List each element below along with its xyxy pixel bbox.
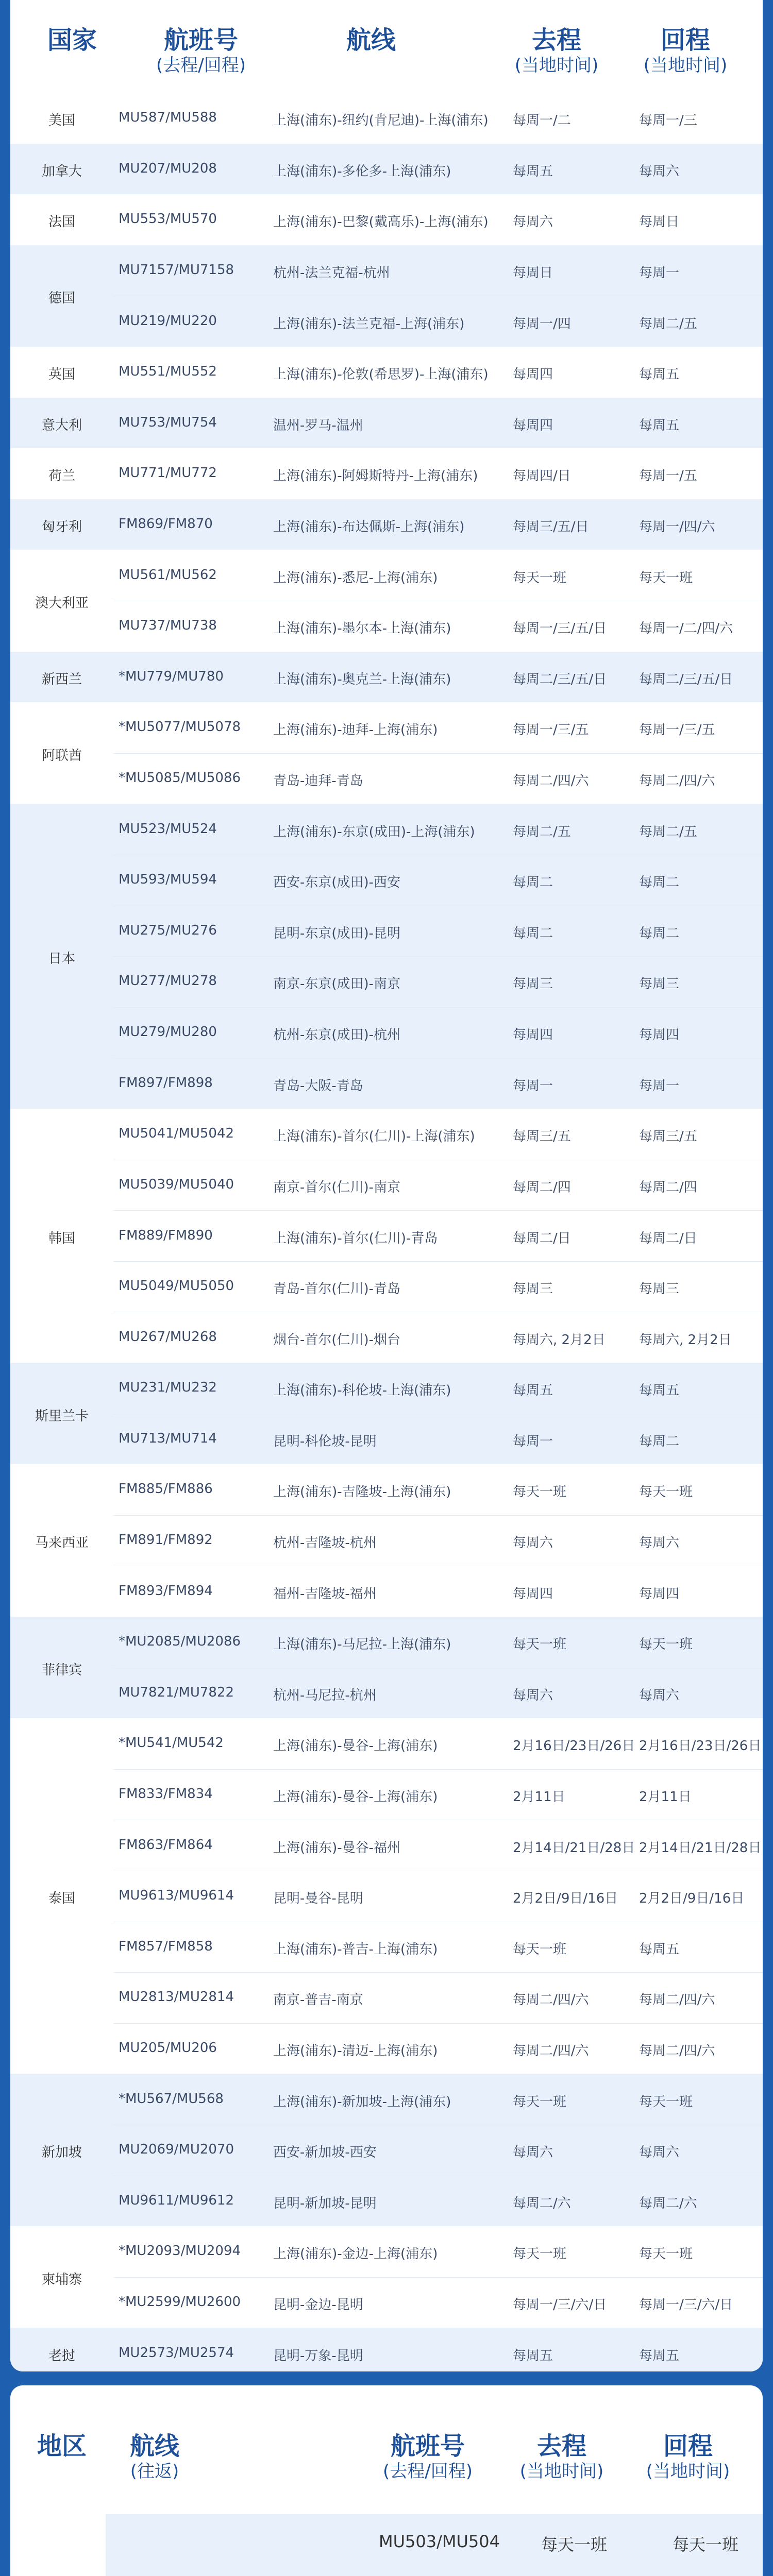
row-divider xyxy=(113,1210,763,1211)
flight-number: MU275/MU276 xyxy=(119,922,217,938)
flight-number: MU2069/MU2070 xyxy=(119,2142,234,2158)
return-schedule: 每天一班 xyxy=(639,2094,693,2110)
country-name: 加拿大 xyxy=(41,163,82,179)
country-group xyxy=(10,702,763,804)
route: 西安-新加坡-西安 xyxy=(273,2145,377,2161)
route: 杭州-马尼拉-杭州 xyxy=(273,1687,377,1703)
country-group xyxy=(10,93,763,144)
route: 昆明-曼谷-昆明 xyxy=(273,1891,363,1907)
route: 上海(浦东)-阿姆斯特丹-上海(浦东) xyxy=(273,468,478,484)
country-group xyxy=(10,804,763,1109)
outbound-schedule: 每天一班 xyxy=(513,570,567,586)
route: 上海(浦东)-多伦多-上海(浦东) xyxy=(273,163,451,179)
country-name: 澳大利亚 xyxy=(35,595,89,611)
return-schedule: 每周二/四 xyxy=(639,1179,697,1195)
country-group xyxy=(10,398,763,449)
outbound-schedule: 每周二/四 xyxy=(513,1179,571,1195)
route: 杭州-吉隆坡-杭州 xyxy=(273,1535,377,1551)
regional-flight-table xyxy=(10,2385,763,2576)
country-name: 菲律宾 xyxy=(41,1662,82,1678)
region-group xyxy=(10,2514,763,2576)
return-schedule: 每周日 xyxy=(639,214,680,230)
return-schedule: 每周一/三/五 xyxy=(639,722,715,738)
return-schedule: 每周一/四/六 xyxy=(639,519,715,535)
return-schedule: 每周四 xyxy=(639,1027,680,1043)
flight-number: FM863/FM864 xyxy=(119,1837,213,1853)
route: 上海(浦东)-布达佩斯-上海(浦东) xyxy=(273,519,465,535)
outbound-schedule: 每天一班 xyxy=(513,1484,567,1500)
outbound-schedule: 2月2日/9日/16日 xyxy=(513,1891,618,1907)
outbound-schedule: 每周三 xyxy=(513,976,553,992)
country-group xyxy=(10,245,763,347)
flight-number: MU523/MU524 xyxy=(119,821,217,837)
return-schedule: 每周五 xyxy=(639,367,680,383)
flight-number: MU7821/MU7822 xyxy=(119,1684,234,1700)
flight-number: MU561/MU562 xyxy=(119,567,217,583)
country-group xyxy=(10,2074,763,2226)
flight-number: FM833/FM834 xyxy=(119,1786,213,1802)
flight-number: MU2573/MU2574 xyxy=(119,2345,234,2361)
flight-number: MU9613/MU9614 xyxy=(119,1888,234,1904)
country-name: 匈牙利 xyxy=(41,519,82,535)
return-schedule: 每周三/五 xyxy=(639,1129,697,1145)
return-schedule: 每周二/四/六 xyxy=(639,2043,715,2059)
route: 上海(浦东)-悉尼-上海(浦东) xyxy=(273,570,438,586)
row-divider xyxy=(113,1261,763,1262)
return-schedule: 每周一 xyxy=(639,1078,680,1094)
row-divider xyxy=(113,2277,763,2278)
header-back: 回程 (当地时间) xyxy=(643,26,728,76)
flight-number: MU205/MU206 xyxy=(119,2040,217,2056)
country-name: 老挝 xyxy=(48,2348,75,2364)
return-schedule: 每周三 xyxy=(639,1281,680,1297)
country-group xyxy=(10,1617,763,1718)
route: 上海(浦东)-马尼拉-上海(浦东) xyxy=(273,1637,451,1653)
route: 上海(浦东)-首尔(仁川)-上海(浦东) xyxy=(273,1129,475,1145)
flight-number: MU587/MU588 xyxy=(119,110,217,126)
flight-number: FM893/FM894 xyxy=(119,1583,213,1599)
flight-number: MU713/MU714 xyxy=(119,1430,217,1446)
route: 上海(浦东)-金边-上海(浦东) xyxy=(273,2246,438,2262)
return-schedule: 每周二/五 xyxy=(639,316,697,332)
route: 上海(浦东)-新加坡-上海(浦东) xyxy=(273,2094,451,2110)
return-schedule: 每周一/二/四/六 xyxy=(639,621,733,637)
flight-number: MU771/MU772 xyxy=(119,465,217,481)
route: 西安-东京(成田)-西安 xyxy=(273,875,401,891)
flight-number: MU551/MU552 xyxy=(119,364,217,380)
outbound-schedule: 每周日 xyxy=(513,265,553,281)
return-schedule: 每周二/五 xyxy=(639,824,697,840)
country-group xyxy=(10,2328,763,2371)
route: 杭州-东京(成田)-杭州 xyxy=(273,1027,401,1043)
outbound-schedule: 每天一班 xyxy=(513,1637,567,1653)
country-name: 韩国 xyxy=(48,1230,75,1246)
return-schedule: 每周一 xyxy=(639,265,680,281)
flight-number: MU5041/MU5042 xyxy=(119,1126,234,1142)
outbound-schedule: 每周一/二 xyxy=(513,113,571,129)
route: 上海(浦东)-纽约(肯尼迪)-上海(浦东) xyxy=(273,113,489,129)
route: 南京-普吉-南京 xyxy=(273,1992,363,2008)
flight-number: MU9611/MU9612 xyxy=(119,2192,234,2208)
route-block xyxy=(106,2514,763,2576)
flight-number: *MU5085/MU5086 xyxy=(119,770,241,786)
country-name: 日本 xyxy=(48,951,75,967)
country-name: 意大利 xyxy=(41,417,82,433)
outbound-schedule: 每周六 xyxy=(513,1687,553,1703)
header-region: 地区 xyxy=(37,2432,87,2461)
return-schedule: 2月16日/23日/26日 xyxy=(639,1738,762,1754)
row-divider xyxy=(113,1972,763,1973)
country-name: 泰国 xyxy=(48,1891,75,1907)
route: 青岛-首尔(仁川)-青岛 xyxy=(273,1281,401,1297)
header-flight2: 航班号 (去程/回程) xyxy=(383,2432,473,2482)
country-group xyxy=(10,1718,763,2074)
return-schedule: 每周二/三/五/日 xyxy=(639,671,733,687)
row-divider xyxy=(113,956,763,957)
route: 上海(浦东)-法兰克福-上海(浦东) xyxy=(273,316,465,332)
outbound-schedule: 每周六 xyxy=(513,2145,553,2161)
route: 昆明-科伦坡-昆明 xyxy=(273,1433,377,1449)
return-schedule: 每天一班 xyxy=(639,1484,693,1500)
return-schedule: 每天一班 xyxy=(673,2535,739,2554)
country-group xyxy=(10,550,763,651)
header-route2: 航线 (往返) xyxy=(129,2432,179,2482)
flight-number: MU2813/MU2814 xyxy=(119,1989,234,2005)
outbound-schedule: 每天一班 xyxy=(513,1941,567,1957)
flight-number: MU5039/MU5040 xyxy=(119,1176,234,1192)
outbound-schedule: 每天一班 xyxy=(513,2094,567,2110)
outbound-schedule: 每周二 xyxy=(513,875,553,891)
outbound-schedule: 每周四/日 xyxy=(513,468,571,484)
flight-number: *MU5077/MU5078 xyxy=(119,719,241,735)
country-name: 德国 xyxy=(48,291,75,307)
return-schedule: 每周六, 2月2日 xyxy=(639,1332,732,1348)
route: 温州-罗马-温州 xyxy=(273,417,363,433)
outbound-schedule: 每周一 xyxy=(513,1433,553,1449)
return-schedule: 每周五 xyxy=(639,417,680,433)
outbound-schedule: 每周一/三/五/日 xyxy=(513,621,607,637)
outbound-schedule: 每周五 xyxy=(513,1383,553,1399)
flight-number: *MU567/MU568 xyxy=(119,2091,224,2107)
outbound-schedule: 每周二/三/五/日 xyxy=(513,671,607,687)
route: 昆明-新加坡-昆明 xyxy=(273,2195,377,2211)
flight-number: *MU2093/MU2094 xyxy=(119,2243,241,2259)
route: 上海(浦东)-曼谷-福州 xyxy=(273,1840,401,1856)
route: 上海(浦东)-墨尔本-上海(浦东) xyxy=(273,621,451,637)
outbound-schedule: 每天一班 xyxy=(513,2246,567,2262)
outbound-schedule: 每周二/六 xyxy=(513,2195,571,2211)
country-group xyxy=(10,1109,763,1363)
return-schedule: 每周二 xyxy=(639,875,680,891)
flight-number: MU553/MU570 xyxy=(119,211,217,227)
country-name: 马来西亚 xyxy=(35,1535,89,1551)
country-group xyxy=(10,652,763,703)
route: 上海(浦东)-曼谷-上海(浦东) xyxy=(273,1738,438,1754)
outbound-schedule: 每周六, 2月2日 xyxy=(513,1332,606,1348)
outbound-schedule: 每周四 xyxy=(513,1027,553,1043)
route: 南京-东京(成田)-南京 xyxy=(273,976,401,992)
return-schedule: 2月14日/21日/28日 xyxy=(639,1840,762,1856)
flight-number: MU277/MU278 xyxy=(119,973,217,989)
country-group xyxy=(10,194,763,245)
route: 昆明-万象-昆明 xyxy=(273,2348,363,2364)
return-schedule: 每周六 xyxy=(639,163,680,179)
header-route: 航线 xyxy=(346,26,396,55)
flight-number: FM885/FM886 xyxy=(119,1481,213,1497)
international-flight-table xyxy=(10,0,763,2371)
country-name: 英国 xyxy=(48,367,75,383)
flight-number: *MU541/MU542 xyxy=(119,1735,224,1751)
return-schedule: 每周五 xyxy=(639,1383,680,1399)
return-schedule: 2月11日 xyxy=(639,1789,692,1805)
outbound-schedule: 每周二/四/六 xyxy=(513,2043,589,2059)
route: 上海(浦东)-科伦坡-上海(浦东) xyxy=(273,1383,451,1399)
outbound-schedule: 每周二 xyxy=(513,925,553,941)
flight-number: MU737/MU738 xyxy=(119,618,217,634)
return-schedule: 每周二/六 xyxy=(639,2195,697,2211)
flight-number: FM857/FM858 xyxy=(119,1938,213,1954)
flight-number: MU219/MU220 xyxy=(119,313,217,329)
route: 青岛-大阪-青岛 xyxy=(273,1078,363,1094)
return-schedule: 每天一班 xyxy=(639,1637,693,1653)
row-divider xyxy=(113,1769,763,1770)
outbound-schedule: 每周二/五 xyxy=(513,824,571,840)
return-schedule: 每天一班 xyxy=(639,2246,693,2262)
outbound-schedule: 每周三/五 xyxy=(513,1129,571,1145)
row-divider xyxy=(113,753,763,754)
route: 上海(浦东)-东京(成田)-上海(浦东) xyxy=(273,824,475,840)
route: 上海(浦东)-吉隆坡-上海(浦东) xyxy=(273,1484,451,1500)
route: 杭州-法兰克福-杭州 xyxy=(273,265,390,281)
outbound-schedule: 每周二/四/六 xyxy=(513,1992,589,2008)
return-schedule: 每周一/五 xyxy=(639,468,697,484)
outbound-schedule: 每周四 xyxy=(513,417,553,433)
return-schedule: 每周二/日 xyxy=(639,1230,697,1246)
return-schedule: 每周一/三/六/日 xyxy=(639,2297,733,2313)
return-schedule: 每周六 xyxy=(639,1535,680,1551)
country-group xyxy=(10,347,763,398)
return-schedule: 每周五 xyxy=(639,2348,680,2364)
outbound-schedule: 每周一/三/六/日 xyxy=(513,2297,607,2313)
route: 上海(浦东)-巴黎(戴高乐)-上海(浦东) xyxy=(273,214,489,230)
route: 上海(浦东)-首尔(仁川)-青岛 xyxy=(273,1230,438,1246)
route: 南京-首尔(仁川)-南京 xyxy=(273,1179,401,1195)
return-schedule: 2月2日/9日/16日 xyxy=(639,1891,745,1907)
route: 上海(浦东)-普吉-上海(浦东) xyxy=(273,1941,438,1957)
flight-number: MU503/MU504 xyxy=(379,2532,500,2551)
outbound-schedule: 每周四 xyxy=(513,367,553,383)
outbound-schedule: 每周六 xyxy=(513,214,553,230)
route: 青岛-迪拜-青岛 xyxy=(273,773,363,789)
country-group xyxy=(10,1464,763,1617)
row-divider xyxy=(113,2023,763,2024)
row-divider xyxy=(113,1515,763,1516)
return-schedule: 每周六 xyxy=(639,1687,680,1703)
flight-number: MU279/MU280 xyxy=(119,1024,217,1040)
outbound-schedule: 每周三/五/日 xyxy=(513,519,589,535)
flight-number: FM889/FM890 xyxy=(119,1227,213,1243)
return-schedule: 每周四 xyxy=(639,1586,680,1602)
country-name: 新西兰 xyxy=(41,671,82,687)
return-schedule: 每周六 xyxy=(639,2145,680,2161)
flight-number: FM897/FM898 xyxy=(119,1075,213,1091)
header-country: 国家 xyxy=(47,26,97,55)
outbound-schedule: 每周五 xyxy=(513,163,553,179)
country-group xyxy=(10,499,763,550)
return-schedule: 每周二 xyxy=(639,925,680,941)
row-divider xyxy=(113,1007,763,1008)
flight-number: *MU2599/MU2600 xyxy=(119,2294,241,2310)
country-name: 斯里兰卡 xyxy=(35,1408,89,1424)
header-back2: 回程 (当地时间) xyxy=(646,2432,730,2482)
flight-number: MU231/MU232 xyxy=(119,1380,217,1396)
outbound-schedule: 每周一/三/五 xyxy=(513,722,589,738)
header-out: 去程 (当地时间) xyxy=(514,26,599,76)
country-group xyxy=(10,144,763,195)
outbound-schedule: 每周三 xyxy=(513,1281,553,1297)
flight-number: MU593/MU594 xyxy=(119,872,217,888)
flight-number: MU267/MU268 xyxy=(119,1329,217,1345)
route: 上海(浦东)-曼谷-上海(浦东) xyxy=(273,1789,438,1805)
return-schedule: 每天一班 xyxy=(639,570,693,586)
return-schedule: 每周一/三 xyxy=(639,113,697,129)
route: 昆明-东京(成田)-昆明 xyxy=(273,925,401,941)
route: 上海(浦东)-清迈-上海(浦东) xyxy=(273,2043,438,2059)
header-flight: 航班号 (去程/回程) xyxy=(156,26,246,76)
country-name: 法国 xyxy=(48,214,75,230)
country-group xyxy=(10,1363,763,1464)
country-name: 荷兰 xyxy=(48,468,75,484)
return-schedule: 每周二/四/六 xyxy=(639,773,715,789)
header-out2: 去程 (当地时间) xyxy=(519,2432,604,2482)
outbound-schedule: 每周五 xyxy=(513,2348,553,2364)
outbound-schedule: 每周一/四 xyxy=(513,316,571,332)
return-schedule: 每周五 xyxy=(639,1941,680,1957)
outbound-schedule: 2月16日/23日/26日 xyxy=(513,1738,635,1754)
country-name: 柬埔寨 xyxy=(41,2272,82,2287)
flight-number: MU5049/MU5050 xyxy=(119,1278,234,1294)
return-schedule: 每周三 xyxy=(639,976,680,992)
flight-number: *MU2085/MU2086 xyxy=(119,1634,241,1650)
outbound-schedule: 每天一班 xyxy=(541,2535,608,2554)
flight-number: FM891/FM892 xyxy=(119,1532,213,1548)
return-schedule: 每周二 xyxy=(639,1433,680,1449)
outbound-schedule: 每周二/日 xyxy=(513,1230,571,1246)
outbound-schedule: 每周二/四/六 xyxy=(513,773,589,789)
route: 上海(浦东)-迪拜-上海(浦东) xyxy=(273,722,438,738)
country-group xyxy=(10,2226,763,2328)
flight-number: *MU779/MU780 xyxy=(119,668,224,684)
outbound-schedule: 每周四 xyxy=(513,1586,553,1602)
outbound-schedule: 2月14日/21日/28日 xyxy=(513,1840,635,1856)
outbound-schedule: 每周六 xyxy=(513,1535,553,1551)
route: 上海(浦东)-伦敦(希思罗)-上海(浦东) xyxy=(273,367,489,383)
outbound-schedule: 2月11日 xyxy=(513,1789,565,1805)
route: 昆明-金边-昆明 xyxy=(273,2297,363,2313)
flight-number: MU7157/MU7158 xyxy=(119,262,234,278)
route: 福州-吉隆坡-福州 xyxy=(273,1586,377,1602)
country-name: 美国 xyxy=(48,113,75,129)
route: 上海(浦东)-奥克兰-上海(浦东) xyxy=(273,671,451,687)
flight-number: MU753/MU754 xyxy=(119,414,217,430)
outbound-schedule: 每周一 xyxy=(513,1078,553,1094)
country-name: 新加坡 xyxy=(41,2145,82,2161)
flight-number: FM869/FM870 xyxy=(119,516,213,532)
country-name: 阿联酋 xyxy=(41,748,82,764)
route: 烟台-首尔(仁川)-烟台 xyxy=(273,1332,401,1348)
return-schedule: 每周二/四/六 xyxy=(639,1992,715,2008)
flight-number: MU207/MU208 xyxy=(119,160,217,176)
country-group xyxy=(10,448,763,499)
